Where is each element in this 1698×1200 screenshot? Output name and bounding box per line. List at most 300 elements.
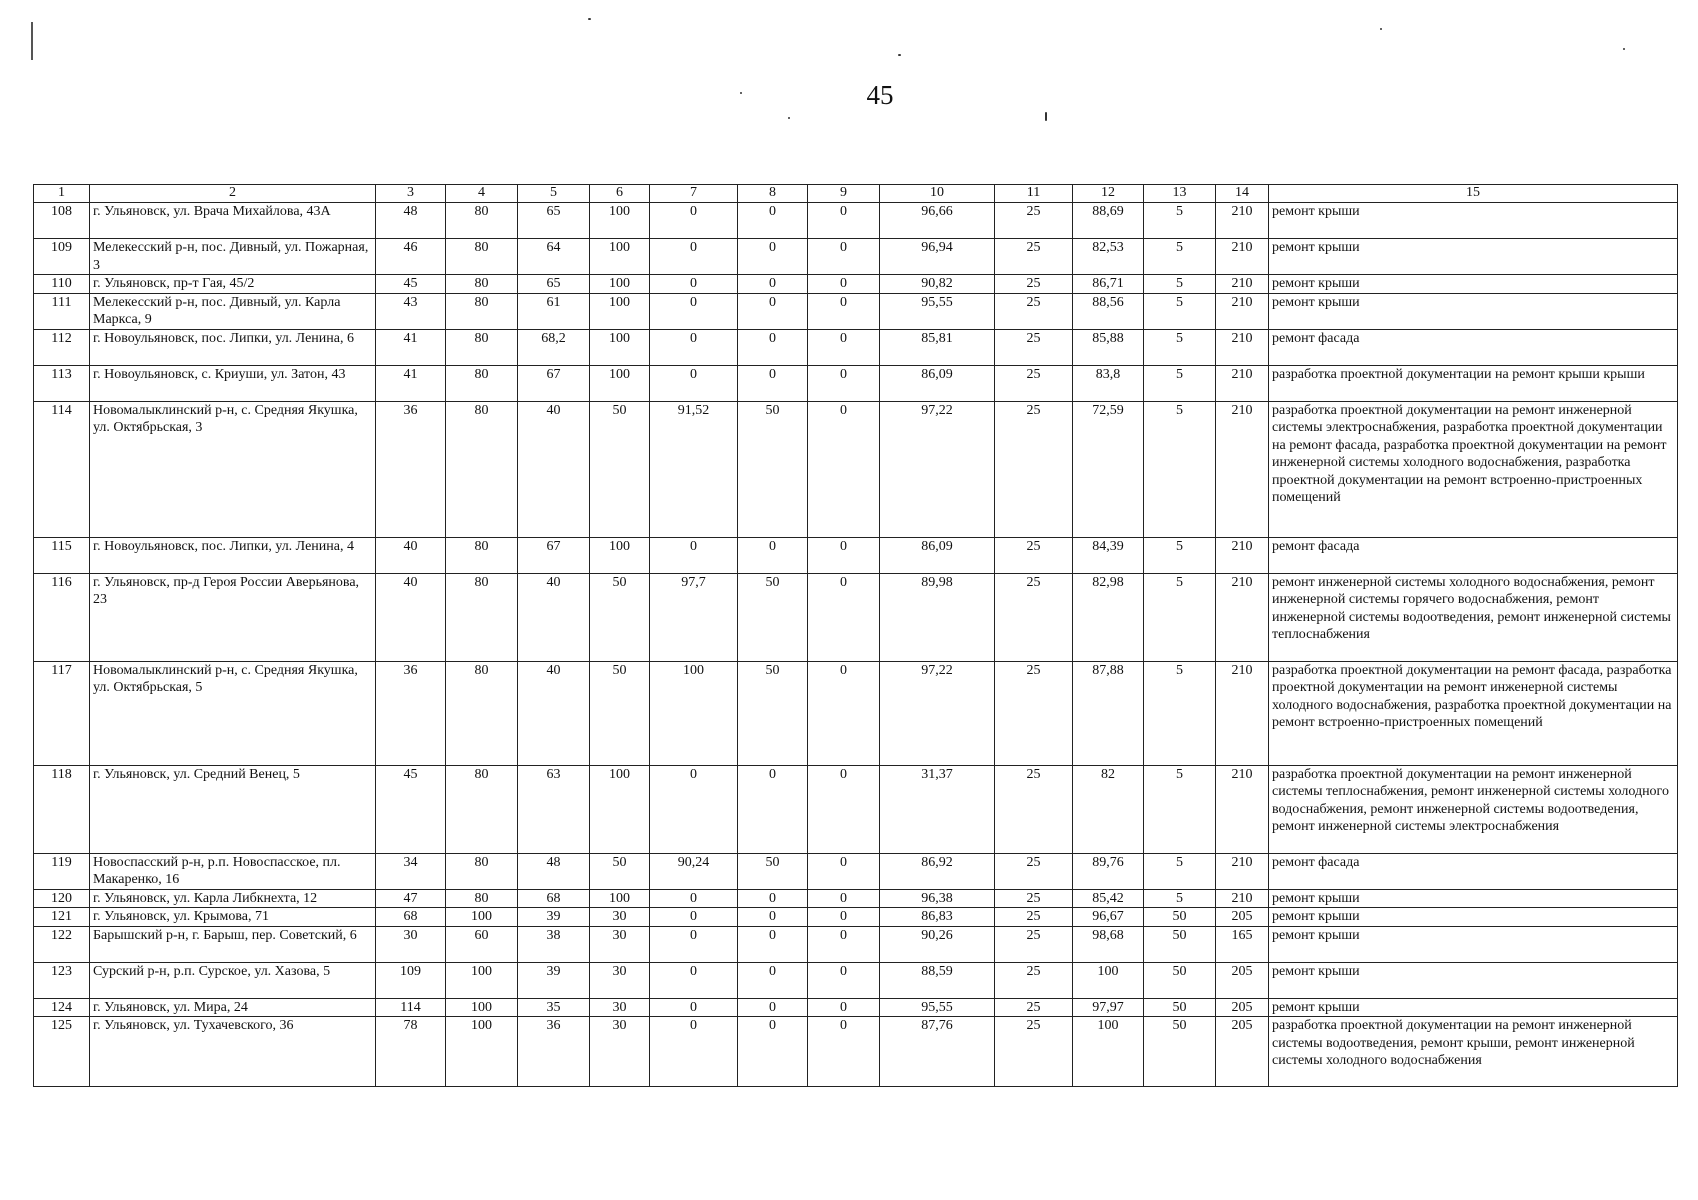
cell-col-10: 89,98	[880, 573, 995, 661]
cell-col-6: 100	[590, 203, 650, 239]
cell-col-11: 25	[995, 765, 1073, 853]
cell-col-4: 100	[446, 908, 518, 927]
cell-col-4: 80	[446, 365, 518, 401]
work-type-cell: разработка проектной документации на ремонт инженерной системы водоотведения, ремонт крыши, ремонт инженерной системы холодного водоснабжения	[1269, 1017, 1678, 1087]
cell-col-6: 50	[590, 573, 650, 661]
table-row	[34, 203, 1678, 239]
row-number-cell: 116	[34, 573, 90, 661]
cell-col-11: 25	[995, 908, 1073, 927]
cell-col-12: 97,97	[1073, 998, 1144, 1017]
table-row	[34, 661, 1678, 765]
cell-col-5: 36	[518, 1017, 590, 1087]
cell-col-11: 25	[995, 365, 1073, 401]
cell-col-11: 25	[995, 203, 1073, 239]
cell-col-13: 5	[1144, 853, 1216, 889]
cell-col-8: 50	[738, 401, 808, 537]
header-row	[34, 185, 1678, 203]
cell-col-14: 210	[1216, 537, 1269, 573]
cell-col-10: 97,22	[880, 661, 995, 765]
cell-col-9: 0	[808, 329, 880, 365]
cell-col-12: 82	[1073, 765, 1144, 853]
cell-col-9: 0	[808, 203, 880, 239]
cell-col-10: 86,09	[880, 365, 995, 401]
work-type-cell: ремонт крыши	[1269, 998, 1678, 1017]
work-type-cell: разработка проектной документации на ремонт фасада, разработка проектной документации на ремонт инженерной системы холодного водоснабжения, разработка проектной документации на ремонт встроенно-пристроенных помещений	[1269, 661, 1678, 765]
cell-col-13: 50	[1144, 908, 1216, 927]
cell-col-8: 0	[738, 889, 808, 908]
cell-col-9: 0	[808, 293, 880, 329]
cell-col-11: 25	[995, 889, 1073, 908]
cell-col-13: 50	[1144, 962, 1216, 998]
cell-col-14: 210	[1216, 365, 1269, 401]
cell-col-11: 25	[995, 401, 1073, 537]
table-row	[34, 926, 1678, 962]
cell-col-8: 0	[738, 926, 808, 962]
row-number-cell: 122	[34, 926, 90, 962]
column-header-5: 5	[518, 185, 590, 203]
address-cell: Барышский р-н, г. Барыш, пер. Советский, 6	[90, 926, 376, 962]
address-cell: Сурский р-н, р.п. Сурское, ул. Хазова, 5	[90, 962, 376, 998]
cell-col-11: 25	[995, 661, 1073, 765]
address-cell: г. Ульяновск, ул. Тухачевского, 36	[90, 1017, 376, 1087]
cell-col-11: 25	[995, 926, 1073, 962]
cell-col-6: 100	[590, 889, 650, 908]
work-type-cell: разработка проектной документации на ремонт крыши крыши	[1269, 365, 1678, 401]
cell-col-9: 0	[808, 537, 880, 573]
address-cell: г. Новоульяновск, пос. Липки, ул. Ленина, 6	[90, 329, 376, 365]
cell-col-6: 100	[590, 329, 650, 365]
cell-col-10: 96,94	[880, 239, 995, 275]
table-row	[34, 1017, 1678, 1087]
cell-col-10: 86,92	[880, 853, 995, 889]
table-row	[34, 365, 1678, 401]
cell-col-11: 25	[995, 239, 1073, 275]
cell-col-3: 40	[376, 537, 446, 573]
cell-col-12: 89,76	[1073, 853, 1144, 889]
cell-col-9: 0	[808, 275, 880, 294]
cell-col-7: 0	[650, 908, 738, 927]
cell-col-14: 205	[1216, 1017, 1269, 1087]
cell-col-3: 30	[376, 926, 446, 962]
scan-speck	[1623, 48, 1625, 50]
cell-col-12: 82,98	[1073, 573, 1144, 661]
row-number-cell: 121	[34, 908, 90, 927]
cell-col-6: 30	[590, 908, 650, 927]
cell-col-5: 38	[518, 926, 590, 962]
row-number-cell: 111	[34, 293, 90, 329]
column-header-13: 13	[1144, 185, 1216, 203]
table-row	[34, 998, 1678, 1017]
cell-col-14: 210	[1216, 401, 1269, 537]
cell-col-5: 35	[518, 998, 590, 1017]
repair-program-table	[33, 184, 1678, 1087]
table-row	[34, 293, 1678, 329]
cell-col-3: 48	[376, 203, 446, 239]
cell-col-11: 25	[995, 329, 1073, 365]
cell-col-3: 46	[376, 239, 446, 275]
cell-col-10: 88,59	[880, 962, 995, 998]
work-type-cell: ремонт крыши	[1269, 926, 1678, 962]
table-row	[34, 239, 1678, 275]
cell-col-3: 41	[376, 365, 446, 401]
cell-col-3: 78	[376, 1017, 446, 1087]
cell-col-5: 48	[518, 853, 590, 889]
cell-col-5: 67	[518, 537, 590, 573]
cell-col-8: 50	[738, 661, 808, 765]
work-type-cell: ремонт крыши	[1269, 889, 1678, 908]
cell-col-4: 80	[446, 239, 518, 275]
cell-col-14: 210	[1216, 573, 1269, 661]
work-type-cell: разработка проектной документации на ремонт инженерной системы электроснабжения, разработка проектной документации на ремонт фасада, разработка проектной документации на ремонт инженерной системы холодного водоснабжения, разработка проектной документации на ремонт встроенно-пристроенных помещений	[1269, 401, 1678, 537]
cell-col-10: 87,76	[880, 1017, 995, 1087]
address-cell: г. Новоульяновск, с. Криуши, ул. Затон, 43	[90, 365, 376, 401]
cell-col-10: 96,66	[880, 203, 995, 239]
work-type-cell: ремонт крыши	[1269, 275, 1678, 294]
cell-col-3: 109	[376, 962, 446, 998]
cell-col-4: 80	[446, 329, 518, 365]
column-header-6: 6	[590, 185, 650, 203]
cell-col-11: 25	[995, 853, 1073, 889]
cell-col-12: 84,39	[1073, 537, 1144, 573]
cell-col-11: 25	[995, 293, 1073, 329]
cell-col-6: 100	[590, 239, 650, 275]
address-cell: г. Ульяновск, ул. Мира, 24	[90, 998, 376, 1017]
cell-col-13: 5	[1144, 275, 1216, 294]
cell-col-4: 80	[446, 661, 518, 765]
cell-col-7: 0	[650, 365, 738, 401]
column-header-11: 11	[995, 185, 1073, 203]
cell-col-14: 210	[1216, 889, 1269, 908]
cell-col-4: 80	[446, 765, 518, 853]
row-number-cell: 112	[34, 329, 90, 365]
scan-speck	[1045, 112, 1047, 121]
cell-col-3: 34	[376, 853, 446, 889]
cell-col-12: 86,71	[1073, 275, 1144, 294]
row-number-cell: 118	[34, 765, 90, 853]
cell-col-3: 45	[376, 765, 446, 853]
cell-col-3: 41	[376, 329, 446, 365]
cell-col-10: 86,83	[880, 908, 995, 927]
address-cell: г. Ульяновск, ул. Средний Венец, 5	[90, 765, 376, 853]
cell-col-5: 67	[518, 365, 590, 401]
cell-col-11: 25	[995, 275, 1073, 294]
work-type-cell: ремонт крыши	[1269, 962, 1678, 998]
cell-col-13: 5	[1144, 329, 1216, 365]
row-number-cell: 117	[34, 661, 90, 765]
cell-col-4: 80	[446, 573, 518, 661]
cell-col-9: 0	[808, 401, 880, 537]
table-row	[34, 275, 1678, 294]
cell-col-7: 0	[650, 293, 738, 329]
cell-col-13: 5	[1144, 401, 1216, 537]
cell-col-5: 40	[518, 661, 590, 765]
column-header-2: 2	[90, 185, 376, 203]
column-header-1: 1	[34, 185, 90, 203]
cell-col-4: 80	[446, 275, 518, 294]
cell-col-3: 47	[376, 889, 446, 908]
address-cell: Мелекесский р-н, пос. Дивный, ул. Пожарная, 3	[90, 239, 376, 275]
row-number-cell: 108	[34, 203, 90, 239]
address-cell: Новомалыклинский р-н, с. Средняя Якушка, ул. Октябрьская, 5	[90, 661, 376, 765]
cell-col-14: 210	[1216, 329, 1269, 365]
work-type-cell: ремонт инженерной системы холодного водоснабжения, ремонт инженерной системы горячего водоснабжения, ремонт инженерной системы водоотведения, ремонт инженерной системы теплоснабжения	[1269, 573, 1678, 661]
cell-col-12: 85,42	[1073, 889, 1144, 908]
address-cell: г. Ульяновск, ул. Врача Михайлова, 43А	[90, 203, 376, 239]
cell-col-8: 0	[738, 293, 808, 329]
table-row	[34, 765, 1678, 853]
address-cell: Новоспасский р-н, р.п. Новоспасское, пл. Макаренко, 16	[90, 853, 376, 889]
work-type-cell: ремонт крыши	[1269, 203, 1678, 239]
cell-col-9: 0	[808, 661, 880, 765]
address-cell: Мелекесский р-н, пос. Дивный, ул. Карла Маркса, 9	[90, 293, 376, 329]
table-row	[34, 573, 1678, 661]
cell-col-6: 100	[590, 293, 650, 329]
cell-col-14: 210	[1216, 293, 1269, 329]
cell-col-5: 40	[518, 573, 590, 661]
cell-col-8: 0	[738, 365, 808, 401]
cell-col-6: 30	[590, 926, 650, 962]
cell-col-14: 205	[1216, 962, 1269, 998]
column-header-8: 8	[738, 185, 808, 203]
cell-col-6: 50	[590, 401, 650, 537]
cell-col-7: 0	[650, 926, 738, 962]
cell-col-9: 0	[808, 365, 880, 401]
cell-col-3: 45	[376, 275, 446, 294]
cell-col-9: 0	[808, 239, 880, 275]
cell-col-14: 210	[1216, 275, 1269, 294]
cell-col-3: 40	[376, 573, 446, 661]
cell-col-9: 0	[808, 889, 880, 908]
cell-col-12: 100	[1073, 1017, 1144, 1087]
cell-col-5: 68,2	[518, 329, 590, 365]
cell-col-13: 5	[1144, 293, 1216, 329]
cell-col-6: 50	[590, 853, 650, 889]
cell-col-7: 0	[650, 1017, 738, 1087]
cell-col-13: 5	[1144, 765, 1216, 853]
column-header-3: 3	[376, 185, 446, 203]
cell-col-9: 0	[808, 908, 880, 927]
cell-col-5: 68	[518, 889, 590, 908]
row-number-cell: 120	[34, 889, 90, 908]
address-cell: г. Новоульяновск, пос. Липки, ул. Ленина, 4	[90, 537, 376, 573]
work-type-cell: ремонт крыши	[1269, 908, 1678, 927]
cell-col-7: 0	[650, 962, 738, 998]
cell-col-12: 85,88	[1073, 329, 1144, 365]
cell-col-13: 5	[1144, 537, 1216, 573]
cell-col-12: 87,88	[1073, 661, 1144, 765]
address-cell: г. Ульяновск, пр-д Героя России Аверьянова, 23	[90, 573, 376, 661]
cell-col-8: 0	[738, 962, 808, 998]
cell-col-3: 68	[376, 908, 446, 927]
cell-col-12: 96,67	[1073, 908, 1144, 927]
cell-col-7: 0	[650, 275, 738, 294]
cell-col-7: 0	[650, 239, 738, 275]
work-type-cell: ремонт фасада	[1269, 329, 1678, 365]
cell-col-9: 0	[808, 853, 880, 889]
work-type-cell: ремонт фасада	[1269, 853, 1678, 889]
cell-col-12: 88,56	[1073, 293, 1144, 329]
cell-col-6: 100	[590, 365, 650, 401]
table-row	[34, 537, 1678, 573]
cell-col-14: 205	[1216, 908, 1269, 927]
cell-col-10: 31,37	[880, 765, 995, 853]
table-row	[34, 853, 1678, 889]
cell-col-14: 210	[1216, 765, 1269, 853]
cell-col-10: 86,09	[880, 537, 995, 573]
cell-col-10: 90,82	[880, 275, 995, 294]
cell-col-14: 210	[1216, 661, 1269, 765]
cell-col-3: 36	[376, 661, 446, 765]
cell-col-13: 50	[1144, 1017, 1216, 1087]
cell-col-7: 0	[650, 329, 738, 365]
cell-col-6: 50	[590, 661, 650, 765]
cell-col-7: 0	[650, 765, 738, 853]
cell-col-7: 0	[650, 998, 738, 1017]
cell-col-5: 61	[518, 293, 590, 329]
cell-col-7: 91,52	[650, 401, 738, 537]
cell-col-5: 39	[518, 962, 590, 998]
cell-col-7: 0	[650, 889, 738, 908]
column-header-4: 4	[446, 185, 518, 203]
cell-col-6: 30	[590, 1017, 650, 1087]
cell-col-4: 80	[446, 293, 518, 329]
cell-col-6: 100	[590, 537, 650, 573]
cell-col-8: 0	[738, 275, 808, 294]
scan-speck	[1380, 28, 1382, 30]
cell-col-13: 5	[1144, 661, 1216, 765]
cell-col-11: 25	[995, 1017, 1073, 1087]
cell-col-13: 50	[1144, 998, 1216, 1017]
row-number-cell: 110	[34, 275, 90, 294]
cell-col-8: 0	[738, 1017, 808, 1087]
cell-col-7: 0	[650, 203, 738, 239]
cell-col-10: 95,55	[880, 293, 995, 329]
scan-speck	[788, 117, 790, 119]
cell-col-8: 50	[738, 573, 808, 661]
cell-col-12: 82,53	[1073, 239, 1144, 275]
column-header-10: 10	[880, 185, 995, 203]
cell-col-6: 100	[590, 275, 650, 294]
cell-col-13: 5	[1144, 203, 1216, 239]
cell-col-9: 0	[808, 926, 880, 962]
cell-col-5: 64	[518, 239, 590, 275]
row-number-cell: 124	[34, 998, 90, 1017]
work-type-cell: ремонт крыши	[1269, 239, 1678, 275]
scan-speck	[588, 18, 591, 20]
work-type-cell: ремонт фасада	[1269, 537, 1678, 573]
cell-col-10: 95,55	[880, 998, 995, 1017]
cell-col-10: 90,26	[880, 926, 995, 962]
cell-col-12: 72,59	[1073, 401, 1144, 537]
page-number: 45	[866, 80, 894, 110]
cell-col-13: 50	[1144, 926, 1216, 962]
cell-col-8: 0	[738, 765, 808, 853]
column-header-14: 14	[1216, 185, 1269, 203]
cell-col-10: 96,38	[880, 889, 995, 908]
cell-col-12: 100	[1073, 962, 1144, 998]
row-number-cell: 115	[34, 537, 90, 573]
cell-col-4: 60	[446, 926, 518, 962]
cell-col-13: 5	[1144, 889, 1216, 908]
row-number-cell: 119	[34, 853, 90, 889]
cell-col-11: 25	[995, 962, 1073, 998]
row-number-cell: 114	[34, 401, 90, 537]
address-cell: г. Ульяновск, ул. Крымова, 71	[90, 908, 376, 927]
cell-col-13: 5	[1144, 573, 1216, 661]
cell-col-4: 100	[446, 998, 518, 1017]
row-number-cell: 109	[34, 239, 90, 275]
cell-col-7: 0	[650, 537, 738, 573]
cell-col-9: 0	[808, 998, 880, 1017]
cell-col-4: 80	[446, 401, 518, 537]
cell-col-12: 98,68	[1073, 926, 1144, 962]
cell-col-3: 43	[376, 293, 446, 329]
cell-col-14: 165	[1216, 926, 1269, 962]
cell-col-7: 97,7	[650, 573, 738, 661]
cell-col-11: 25	[995, 573, 1073, 661]
column-header-12: 12	[1073, 185, 1144, 203]
cell-col-5: 65	[518, 275, 590, 294]
cell-col-8: 0	[738, 239, 808, 275]
cell-col-12: 88,69	[1073, 203, 1144, 239]
cell-col-8: 0	[738, 998, 808, 1017]
cell-col-14: 210	[1216, 203, 1269, 239]
cell-col-4: 80	[446, 889, 518, 908]
cell-col-12: 83,8	[1073, 365, 1144, 401]
cell-col-4: 80	[446, 537, 518, 573]
cell-col-11: 25	[995, 998, 1073, 1017]
cell-col-7: 90,24	[650, 853, 738, 889]
cell-col-7: 100	[650, 661, 738, 765]
row-number-cell: 123	[34, 962, 90, 998]
work-type-cell: ремонт крыши	[1269, 293, 1678, 329]
column-header-7: 7	[650, 185, 738, 203]
margin-line	[31, 22, 33, 60]
cell-col-10: 85,81	[880, 329, 995, 365]
cell-col-8: 0	[738, 908, 808, 927]
cell-col-5: 65	[518, 203, 590, 239]
cell-col-4: 100	[446, 962, 518, 998]
cell-col-14: 205	[1216, 998, 1269, 1017]
cell-col-5: 63	[518, 765, 590, 853]
column-header-9: 9	[808, 185, 880, 203]
cell-col-9: 0	[808, 765, 880, 853]
cell-col-6: 30	[590, 998, 650, 1017]
address-cell: г. Ульяновск, пр-т Гая, 45/2	[90, 275, 376, 294]
scan-speck	[898, 54, 901, 56]
cell-col-5: 40	[518, 401, 590, 537]
cell-col-10: 97,22	[880, 401, 995, 537]
cell-col-4: 80	[446, 853, 518, 889]
cell-col-13: 5	[1144, 365, 1216, 401]
cell-col-3: 36	[376, 401, 446, 537]
address-cell: Новомалыклинский р-н, с. Средняя Якушка, ул. Октябрьская, 3	[90, 401, 376, 537]
column-header-15: 15	[1269, 185, 1678, 203]
cell-col-9: 0	[808, 1017, 880, 1087]
cell-col-8: 0	[738, 329, 808, 365]
cell-col-4: 100	[446, 1017, 518, 1087]
cell-col-8: 0	[738, 203, 808, 239]
cell-col-4: 80	[446, 203, 518, 239]
cell-col-13: 5	[1144, 239, 1216, 275]
address-cell: г. Ульяновск, ул. Карла Либкнехта, 12	[90, 889, 376, 908]
work-type-cell: разработка проектной документации на ремонт инженерной системы теплоснабжения, ремонт инженерной системы холодного водоснабжения, ремонт инженерной системы водоотведения, ремонт инженерной системы электроснабжения	[1269, 765, 1678, 853]
table-row	[34, 329, 1678, 365]
row-number-cell: 113	[34, 365, 90, 401]
cell-col-11: 25	[995, 537, 1073, 573]
cell-col-9: 0	[808, 573, 880, 661]
cell-col-6: 30	[590, 962, 650, 998]
